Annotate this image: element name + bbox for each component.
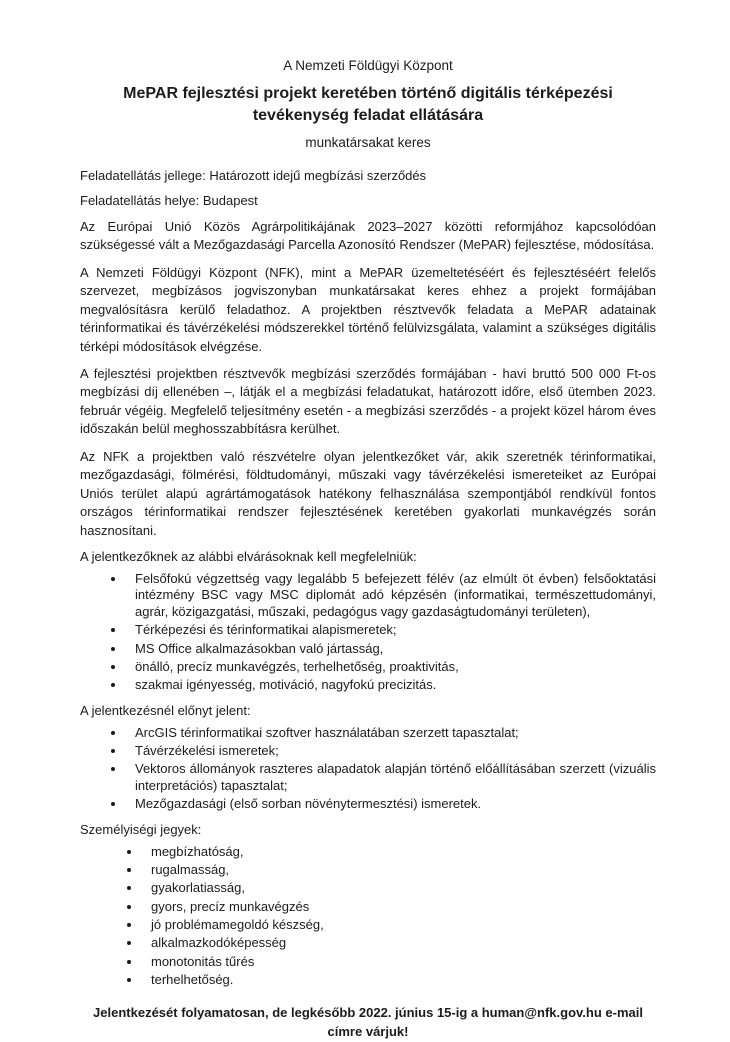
advantages-heading: A jelentkezésnél előnyt jelent: bbox=[80, 702, 251, 718]
job-location-line: Feladatellátás helye: Budapest bbox=[80, 192, 258, 208]
advantage-item: • ArcGIS térinformatikai szoftver használatában szerzett tapasztalat; bbox=[126, 725, 656, 741]
body-paragraph: Az NFK a projektben való részvételre olyan jelentkezőket vár, akik szeretnék térinformatikai, mezőgazdasági, fölmérési, földtudományi, műszaki vagy távérzékelési ismereteiket az Európai Uniós terület alapú agrártámogatások hatékony felhasználása szempontjából rendkívül fontos országos térinformatikai rendszer fejlesztésének keretében gyakorlati munkavégzés során hasznosítani. bbox=[80, 448, 656, 538]
advantages-list bbox=[80, 725, 656, 813]
requirements-heading: A jelentkezőknek az alábbi elvárásoknak kell megfelelniük: bbox=[80, 549, 417, 565]
personality-heading: Személyiségi jegyek: bbox=[80, 821, 202, 837]
personality-item: • terhelhetőség. bbox=[142, 972, 656, 988]
personality-item: • monotonitás tűrés bbox=[142, 954, 656, 970]
organization-name: A Nemzeti Földügyi Központ bbox=[283, 58, 453, 73]
personality-list bbox=[80, 844, 656, 989]
requirement-item: • önálló, precíz munkavégzés, terhelhetőség, proaktivitás, bbox=[126, 659, 656, 675]
intro-paragraphs bbox=[80, 218, 656, 540]
personality-item: • jó problémamegoldó készség, bbox=[142, 917, 656, 933]
requirement-item: • szakmai igényesség, motiváció, nagyfokú precizitás. bbox=[126, 677, 656, 693]
advantage-item: • Mezőgazdasági (első sorban növénytermesztési) ismeretek. bbox=[126, 796, 656, 812]
requirement-item: • Térképezési és térinformatikai alapismeretek; bbox=[126, 622, 656, 638]
section-personality bbox=[80, 822, 656, 989]
personality-item: • rugalmasság, bbox=[142, 862, 656, 878]
personality-item: • megbízhatóság, bbox=[142, 844, 656, 860]
advantage-item: • Távérzékelési ismeretek; bbox=[126, 743, 656, 759]
requirement-item: • MS Office alkalmazásokban való jártasság, bbox=[126, 641, 656, 657]
advantage-item: • Vektoros állományok raszteres alapadatok alapján történő előállításában szerzett (vizuális interpretációs) tapasztalat; bbox=[126, 761, 656, 794]
body-paragraph: A fejlesztési projektben résztvevők megbízási szerződés formájában - havi bruttó 500 000 Ft-os megbízási díj ellenében –, látják el a megbízási feladatukat, határozott időre, első ütemben 2023. február végéig. Megfelelő teljesítmény esetén - a megbízási szerződés - a projekt közel három éves időszakán belül meghosszabbításra kerülhet. bbox=[80, 365, 656, 437]
personality-item: • gyors, precíz munkavégzés bbox=[142, 899, 656, 915]
section-advantages bbox=[80, 703, 656, 813]
personality-item: • alkalmazkodóképesség bbox=[142, 935, 656, 951]
subtitle: munkatársakat keres bbox=[305, 134, 431, 150]
personality-item: • gyakorlatiasság, bbox=[142, 880, 656, 896]
body-paragraph: Az Európai Unió Közös Agrárpolitikájának 2023–2027 közötti reformjához kapcsolódóan szükségessé vált a Mezőgazdasági Parcella Azonosító Rendszer (MePAR) fejlesztése, módosítása. bbox=[80, 218, 656, 253]
job-type-line: Feladatellátás jellege: Határozott idejű megbízási szerződés bbox=[80, 167, 427, 183]
requirement-item: • Felsőfokú végzettség vagy legalább 5 befejezett félév (az elmúlt öt évben) felsőoktatási intézmény BSC vagy MSC diplomát adó képzésén (informatikai, természettudományi, agrár, közigazgatási, műszaki, pedagógus vagy gazdaságtudományi területen), bbox=[126, 571, 656, 620]
body-paragraph: A Nemzeti Földügyi Központ (NFK), mint a MePAR üzemeltetéséért és fejlesztéséért felelős szervezet, megbízásos jogviszonyban munkatársakat keres ehhez a projekt formájában megvalósításra kerülő feladathoz. A projektben résztvevők feladata a MePAR adatainak térinformatikai és távérzékelési módszerekkel történő felülvizsgálata, valamint a szükséges digitális térképi módosítások elvégzése. bbox=[80, 264, 656, 354]
closing-line: Jelentkezését folyamatosan, de legkésőbb 2022. június 15-ig a human@nfk.gov.hu e-mail címre várjuk! bbox=[93, 1004, 643, 1040]
section-requirements bbox=[80, 549, 656, 694]
requirements-list bbox=[80, 571, 656, 694]
page-title: MePAR fejlesztési projekt keretében történő digitális térképezési tevékenység feladat ellátására bbox=[123, 85, 613, 125]
